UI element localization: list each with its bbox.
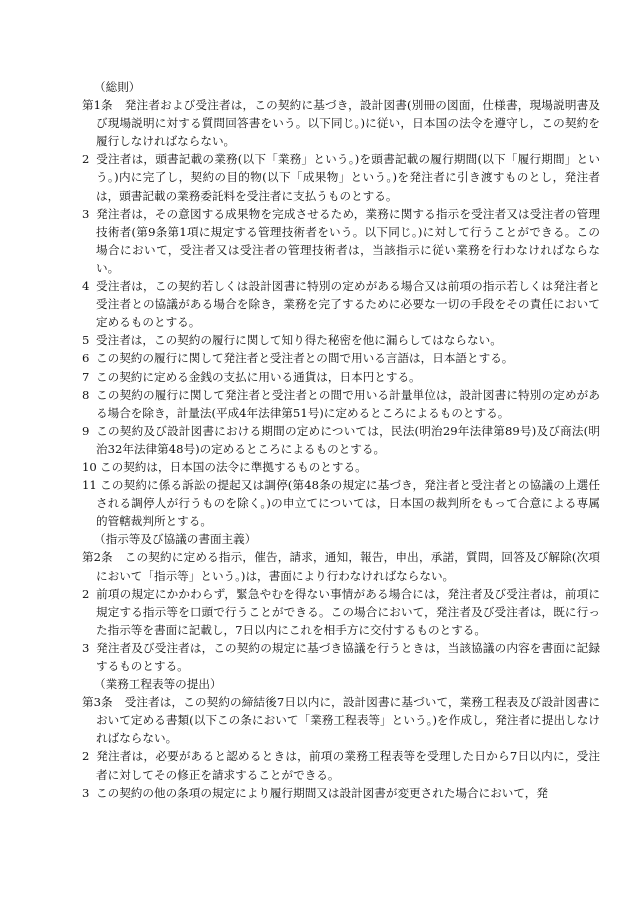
paragraph-number: 3 [82,785,90,800]
paragraph-number: 8 [82,387,90,402]
paragraph-number: 3 [82,206,90,221]
clause-paragraph [82,476,600,530]
clause-paragraph [82,205,600,277]
paragraph-text: この契約の他の条項の規定により履行期間又は設計図書が変更された場合において，発 [96,785,548,800]
clause-paragraph [82,458,600,476]
paragraph-text: 受注者は，この契約の履行に関して知り得た秘密を他に漏らしてはならない。 [96,333,502,348]
paragraph-number: 4 [82,279,90,294]
paragraph-text: 受注者は，頭書記載の業務(以下「業務」という。)を頭書記載の履行期間(以下「履行期間」という。)内に完了し，契約の目的物(以下「成果物」という。)を発注者に引き渡すものとし，発注者は，頭書記載の業務委託料を受注者に支払うものとする。 [96,152,600,203]
section-heading: （指示等及び協議の書面主義） [94,532,257,547]
paragraph-text: 前項の規定にかかわらず，緊急やむを得ない事情がある場合には，発注者及び受注者は，前項に規定する指示等を口頭で行うことができる。この場合において，発注者及び受注者は，既に行った指示等を書面に記載し，7日以内にこれを相手方に交付するものとする。 [96,586,600,637]
paragraph-number: 2 [82,749,90,764]
clause-paragraph [82,386,600,422]
article-paragraph [82,693,600,747]
paragraph-text: 発注者は，必要があると認めるときは，前項の業務工程表等を受理した日から7日以内に，受注者に対してその修正を請求することができる。 [96,749,600,782]
clause-paragraph [82,784,600,802]
paragraph-number: 9 [82,423,90,438]
paragraph-number: 2 [82,152,90,167]
paragraph-text: 発注者および受注者は，この契約に基づき，設計図書(別冊の図面，仕様書，現場説明書及び現場説明に対する質問回答書をいう。以下同じ。)に従い，日本国の法令を遵守し，この契約を履行しなければならない。 [96,98,600,149]
paragraph-text: 受注者は，この契約若しくは設計図書に特別の定めがある場合又は前項の指示若しくは発注者と受注者との協議がある場合を除き，業務を完了するために必要な一切の手段をその責任において定めるものとする。 [96,279,600,330]
clause-paragraph [82,747,600,783]
paragraph-text: この契約に係る訴訟の提起又は調停(第48条の規定に基づき，発注者と受注者との協議の上選任される調停人が行うものを除く。)の申立てについては，日本国の裁判所をもって合意による専属的管轄裁判所とする。 [96,478,600,529]
article-paragraph [82,548,600,584]
paragraph-number: 3 [82,640,90,655]
paragraph-text: 発注者は，その意図する成果物を完成させるため，業務に関する指示を受注者又は受注者の管理技術者(第9条第1項に規定する管理技術者をいう。以下同じ。)に対して行うことができる。この場合において，受注者又は受注者の管理技術者は，当該指示に従い業務を行わなければならない。 [96,206,600,275]
clause-paragraph [82,422,600,458]
article-paragraph [82,96,600,150]
paragraph-text: 受注者は，この契約の締結後7日以内に，設計図書に基づいて，業務工程表及び設計図書において定める書類(以下この条において「業務工程表等」という。)を作成し，発注者に提出しなければならない。 [96,695,600,746]
clause-paragraph [82,331,600,349]
paragraph-number: 2 [82,586,90,601]
paragraph-text: この契約の履行に関して発注者と受注者との間で用いる計量単位は，設計図書に特別の定めがある場合を除き，計量法(平成4年法律第51号)に定めるところによるものとする。 [96,387,600,420]
paragraph-number: 7 [82,369,90,384]
paragraph-number: 第1条 [82,98,113,113]
section-heading: （総則） [94,80,141,94]
paragraph-text: この契約の履行に関して発注者と受注者との間で用いる言語は，日本語とする。 [96,351,514,366]
paragraph-text: この契約は，日本国の法令に準拠するものとする。 [100,459,367,474]
paragraph-number: 6 [82,351,90,366]
clause-paragraph [82,639,600,675]
clause-paragraph [82,150,600,204]
clause-paragraph [82,585,600,639]
paragraph-number: 第3条 [82,695,113,710]
paragraph-number: 第2条 [82,550,113,565]
paragraph-text: この契約に定める金銭の支払に用いる通貨は，日本円とする。 [96,369,421,384]
paragraph-number: 5 [82,333,90,348]
clause-paragraph [82,277,600,331]
section-heading: （業務工程表等の提出） [94,677,222,692]
clause-paragraph [82,349,600,367]
paragraph-text: この契約に定める指示，催告，請求，通知，報告，申出，承諾，質問，回答及び解除(次項において「指示等」という。)は，書面により行わなければならない。 [96,550,600,583]
clause-paragraph [82,368,600,386]
paragraph-number: 10 [82,459,97,474]
paragraph-text: この契約及び設計図書における期間の定めについては，民法(明治29年法律第89号)及び商法(明治32年法律第48号)の定めるところによるものとする。 [96,423,600,456]
paragraph-text: 発注者及び受注者は，この契約の規定に基づき協議を行うときは，当該協議の内容を書面に記録するものとする。 [96,640,600,673]
paragraph-number: 11 [82,478,97,493]
